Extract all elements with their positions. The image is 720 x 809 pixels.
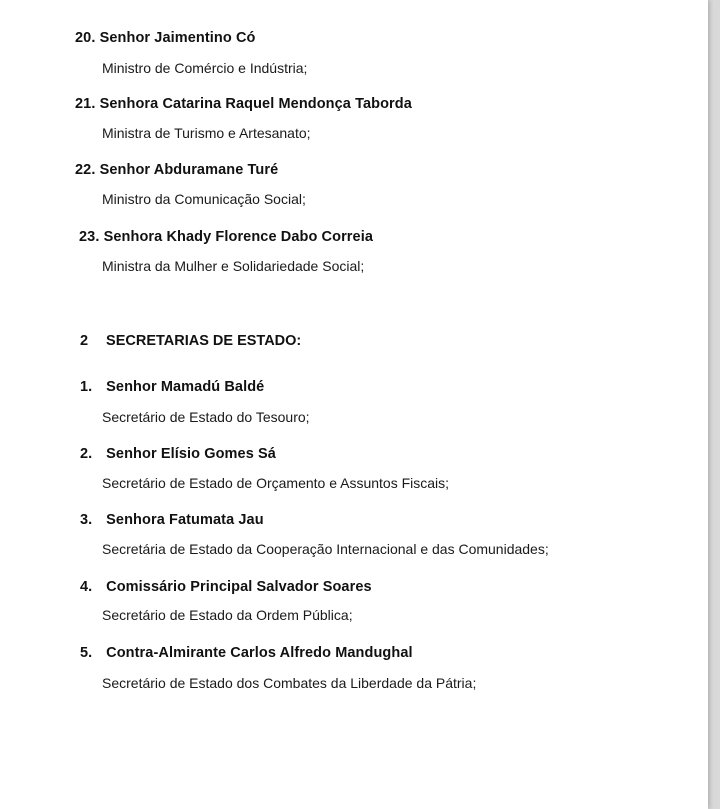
person-name: Senhor Mamadú Baldé (106, 379, 265, 395)
minister-name-line (75, 162, 278, 178)
secretary-name-line (80, 645, 413, 661)
minister-name-line (75, 96, 412, 112)
secretary-name-line (80, 512, 264, 528)
entry-number: 2. (80, 446, 93, 462)
section-number: 2 (80, 333, 89, 349)
person-name: Senhora Fatumata Jau (106, 512, 264, 528)
role-title: Ministra de Turismo e Artesanato; (102, 125, 311, 141)
person-name: Senhora Khady Florence Dabo Correia (103, 229, 374, 245)
role-title: Ministro de Comércio e Indústria; (102, 60, 308, 76)
role-title: Secretário de Estado de Orçamento e Assuntos Fiscais; (102, 475, 450, 491)
entry-number: 20. (75, 30, 96, 46)
role-title: Secretário de Estado do Tesouro; (102, 409, 310, 425)
entry-number: 1. (80, 379, 93, 395)
entry-number: 3. (80, 512, 93, 528)
role-title: Secretário de Estado dos Combates da Liberdade da Pátria; (102, 675, 477, 691)
minister-name-line (79, 229, 373, 245)
person-name: Senhor Elísio Gomes Sá (106, 446, 276, 462)
role-title: Ministro da Comunicação Social; (102, 191, 306, 207)
secretary-name-line (80, 579, 372, 595)
minister-name-line (75, 30, 256, 46)
section-heading (80, 333, 301, 349)
role-title: Secretário de Estado da Ordem Pública; (102, 607, 353, 623)
section-title: SECRETARIAS DE ESTADO: (106, 333, 302, 349)
person-name: Comissário Principal Salvador Soares (106, 579, 372, 595)
entry-number: 21. (75, 96, 96, 112)
person-name: Senhora Catarina Raquel Mendonça Taborda (99, 96, 412, 112)
secretary-name-line (80, 446, 276, 462)
entry-number: 5. (80, 645, 93, 661)
role-title: Ministra da Mulher e Solidariedade Social; (102, 258, 365, 274)
entry-number: 4. (80, 579, 93, 595)
secretary-name-line (80, 379, 264, 395)
person-name: Contra-Almirante Carlos Alfredo Mandughal (106, 645, 413, 661)
person-name: Senhor Abduramane Turé (99, 162, 279, 178)
person-name: Senhor Jaimentino Có (99, 30, 256, 46)
role-title: Secretária de Estado da Cooperação Internacional e das Comunidades; (102, 541, 549, 557)
entry-number: 22. (75, 162, 96, 178)
entry-number: 23. (79, 229, 100, 245)
